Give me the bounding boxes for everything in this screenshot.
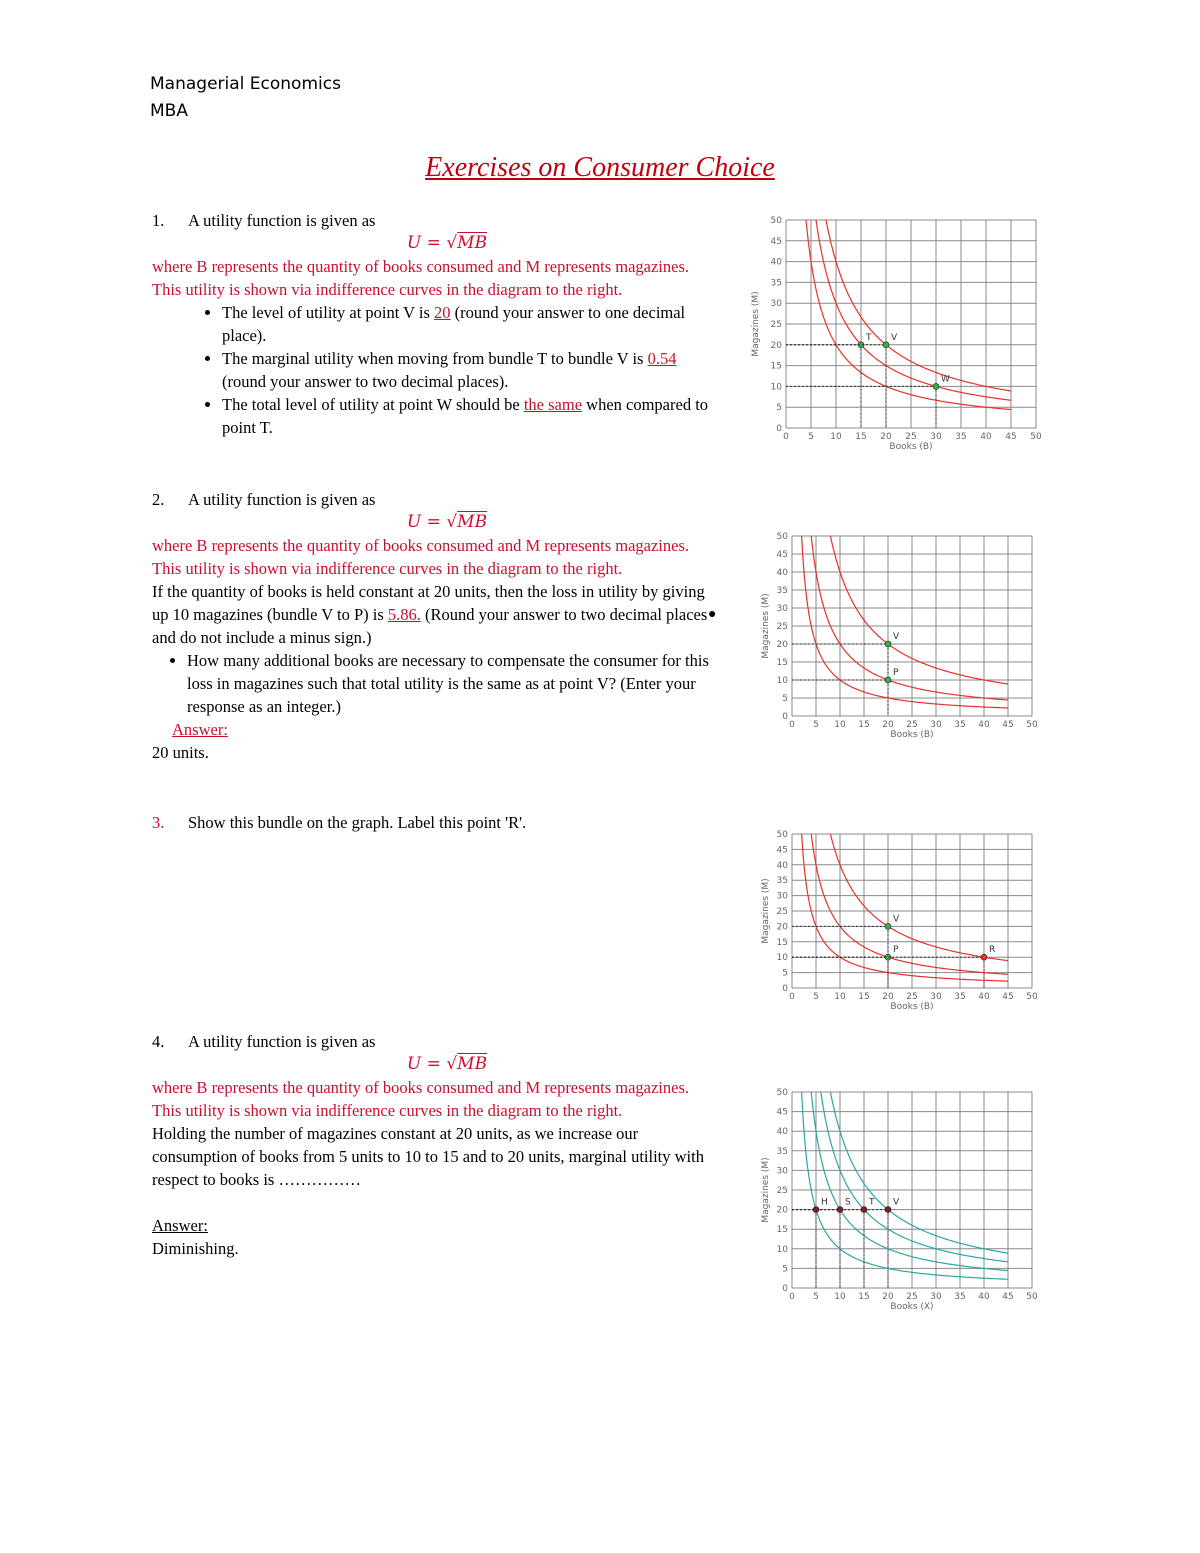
x-tick-label: 25 xyxy=(906,1292,918,1302)
point-V xyxy=(885,641,891,647)
q4-description: where B represents the quantity of books consumed and M represents magazines. This utility is shown via indifference curves in the diagram to the right. xyxy=(152,1078,690,1120)
indifference-curve-2 xyxy=(811,536,1008,700)
x-tick-label: 20 xyxy=(882,1292,894,1302)
x-tick-label: 30 xyxy=(930,720,942,730)
point-V xyxy=(885,923,891,929)
x-tick-label: 40 xyxy=(978,992,990,1002)
chart-q4 xyxy=(758,1084,1043,1316)
y-tick-label: 40 xyxy=(776,1127,788,1138)
y-tick-label: 20 xyxy=(770,340,782,351)
x-tick-label: 50 xyxy=(1030,432,1042,442)
x-tick-label: 35 xyxy=(954,1292,966,1302)
q4-answer: Diminishing. xyxy=(152,1239,239,1258)
indifference-curve-2 xyxy=(811,834,1008,974)
x-tick-label: 45 xyxy=(1002,992,1014,1002)
point-label-V: V xyxy=(893,632,900,642)
indifference-curve-3 xyxy=(821,1092,1008,1262)
y-tick-label: 45 xyxy=(776,1107,788,1118)
y-tick-label: 30 xyxy=(776,604,788,614)
q4-answer-label: Answer: xyxy=(152,1216,208,1235)
x-tick-label: 10 xyxy=(830,432,842,442)
q1-answer-1: 20 xyxy=(434,303,451,322)
x-tick-label: 0 xyxy=(789,1292,795,1302)
x-tick-label: 50 xyxy=(1026,720,1038,730)
x-tick-label: 25 xyxy=(906,992,918,1002)
q1-intro: 1. A utility function is given as xyxy=(152,211,376,230)
q4-intro: 4. A utility function is given as xyxy=(152,1032,376,1051)
x-tick-label: 45 xyxy=(1002,1292,1014,1302)
q2-answer-1: 5.86. xyxy=(387,605,421,624)
q4-paragraph: Holding the number of magazines constant at 20 units, as we increase our consumption of books from 5 units to 10 to 15 and to 20 units, marginal utility with respect to books is …………… xyxy=(152,1124,704,1189)
y-tick-label: 15 xyxy=(776,1225,788,1236)
question-3 xyxy=(152,811,722,834)
y-tick-label: 45 xyxy=(776,550,788,560)
q3-text: Show this bundle on the graph. Label this point 'R'. xyxy=(188,813,527,832)
x-axis-label: Books (B) xyxy=(889,442,933,452)
x-tick-label: 40 xyxy=(978,1292,990,1302)
point-label-P: P xyxy=(893,668,899,678)
x-tick-label: 15 xyxy=(855,432,867,442)
q2-bullet-1: • How many additional books are necessary to compensate the consumer for this loss in magazines such that total utility is the same as at point V? (Enter your response as an integer.) xyxy=(187,649,722,718)
y-tick-label: 50 xyxy=(776,1088,788,1098)
x-tick-label: 0 xyxy=(789,992,795,1002)
x-tick-label: 20 xyxy=(882,720,894,730)
y-tick-label: 30 xyxy=(776,1166,788,1177)
y-tick-label: 40 xyxy=(770,257,782,268)
q2-answer-label: Answer: xyxy=(172,720,228,739)
y-tick-label: 5 xyxy=(782,694,788,704)
y-tick-label: 10 xyxy=(776,953,788,964)
x-tick-label: 35 xyxy=(954,992,966,1002)
q2-intro: 2. A utility function is given as xyxy=(152,490,376,509)
point-P xyxy=(885,677,891,683)
y-tick-label: 50 xyxy=(776,830,788,840)
y-tick-label: 35 xyxy=(776,876,788,887)
y-tick-label: 40 xyxy=(776,568,788,578)
x-tick-label: 40 xyxy=(980,432,992,442)
x-tick-label: 20 xyxy=(880,432,892,442)
point-label-P: P xyxy=(893,945,899,956)
x-tick-label: 15 xyxy=(858,992,870,1002)
point-label-V: V xyxy=(893,914,900,925)
x-axis-label: Books (B) xyxy=(890,1002,934,1012)
y-tick-label: 20 xyxy=(776,640,788,650)
q2-equation: U = √MB xyxy=(406,512,488,532)
q1-answer-2: 0.54 xyxy=(647,349,677,368)
y-tick-label: 10 xyxy=(776,1244,788,1255)
x-tick-label: 15 xyxy=(858,720,870,730)
indifference-curve-1 xyxy=(802,834,1008,981)
q2-bullets xyxy=(152,649,722,718)
q1-answer-3: the same xyxy=(523,395,583,414)
q2-description: where B represents the quantity of books consumed and M represents magazines. This utility is shown via indifference curves in the diagram to the right. xyxy=(152,536,690,578)
x-tick-label: 20 xyxy=(882,992,894,1002)
point-label-V: V xyxy=(893,1197,900,1208)
y-axis-label: Magazines (M) xyxy=(761,878,771,944)
indifference-curve-1 xyxy=(806,220,1011,410)
x-tick-label: 10 xyxy=(834,1292,846,1302)
y-tick-label: 15 xyxy=(776,658,788,668)
y-tick-label: 0 xyxy=(782,1284,788,1294)
x-tick-label: 5 xyxy=(808,432,814,442)
indifference-curve-2 xyxy=(811,1092,1008,1271)
x-tick-label: 0 xyxy=(783,432,789,442)
x-tick-label: 25 xyxy=(906,720,918,730)
y-tick-label: 0 xyxy=(782,712,788,722)
y-tick-label: 45 xyxy=(770,236,782,247)
chart-q3 xyxy=(758,826,1043,1026)
y-tick-label: 50 xyxy=(776,532,788,542)
y-tick-label: 15 xyxy=(770,361,782,372)
y-tick-label: 30 xyxy=(776,891,788,902)
point-label-W: W xyxy=(941,374,950,385)
point-label-H: H xyxy=(821,1197,828,1208)
x-tick-label: 0 xyxy=(789,720,795,730)
point-V xyxy=(885,1207,891,1213)
x-tick-label: 5 xyxy=(813,992,819,1002)
x-tick-label: 40 xyxy=(978,720,990,730)
q2-paragraph: If the quantity of books is held constant at 20 units, then the loss in utility by giving up 10 magazines (bundle V to P) is 5.86. (Round your answer to two decimal places and do not include a minus sign.) xyxy=(152,582,708,647)
x-tick-label: 15 xyxy=(858,1292,870,1302)
stray-bullet: ● xyxy=(708,607,717,622)
point-V xyxy=(883,342,889,348)
y-tick-label: 5 xyxy=(776,403,782,414)
q1-bullet-1: • The level of utility at point V is 20 (round your answer to one decimal place). xyxy=(222,301,722,347)
question-4 xyxy=(152,1030,722,1260)
page-title: Exercises on Consumer Choice xyxy=(425,152,775,183)
point-R xyxy=(981,954,987,960)
indifference-curve-2 xyxy=(816,220,1011,400)
y-tick-label: 40 xyxy=(776,860,788,871)
x-tick-label: 10 xyxy=(834,992,846,1002)
x-tick-label: 50 xyxy=(1026,1292,1038,1302)
indifference-curve-1 xyxy=(802,536,1008,708)
y-tick-label: 5 xyxy=(782,968,788,979)
indifference-curve-1 xyxy=(802,1092,1008,1279)
y-tick-label: 25 xyxy=(776,1186,788,1196)
question-1 xyxy=(152,209,722,439)
header-course: Managerial Economics xyxy=(150,74,341,94)
q1-bullet-2: • The marginal utility when moving from bundle T to bundle V is 0.54 (round your answer to two decimal places). xyxy=(222,347,722,393)
y-tick-label: 25 xyxy=(770,320,782,330)
x-tick-label: 5 xyxy=(813,1292,819,1302)
q1-bullet-3: • The total level of utility at point W should be the same when compared to point T. xyxy=(222,393,722,439)
point-label-T: T xyxy=(869,1197,875,1208)
q2-answer: 20 units. xyxy=(152,743,209,762)
x-tick-label: 30 xyxy=(930,992,942,1002)
x-axis-label: Books (B) xyxy=(890,730,934,740)
header-program: MBA xyxy=(150,101,188,121)
q1-equation: U = √MB xyxy=(406,233,488,253)
q3-number: 3. xyxy=(152,813,165,832)
x-tick-label: 25 xyxy=(905,432,917,442)
x-tick-label: 35 xyxy=(955,432,967,442)
x-tick-label: 45 xyxy=(1002,720,1014,730)
x-tick-label: 5 xyxy=(813,720,819,730)
question-2 xyxy=(152,488,722,764)
x-tick-label: 30 xyxy=(930,432,942,442)
y-tick-label: 35 xyxy=(776,1146,788,1157)
x-tick-label: 30 xyxy=(930,1292,942,1302)
y-tick-label: 10 xyxy=(776,676,788,686)
point-label-T: T xyxy=(866,332,872,343)
q1-description: where B represents the quantity of books consumed and M represents magazines. This utility is shown via indifference curves in the diagram to the right. xyxy=(152,257,690,299)
y-tick-label: 10 xyxy=(770,382,782,393)
y-tick-label: 35 xyxy=(776,586,788,596)
point-label-V: V xyxy=(891,332,898,343)
y-tick-label: 20 xyxy=(776,922,788,933)
y-tick-label: 35 xyxy=(770,278,782,289)
y-tick-label: 25 xyxy=(776,622,788,632)
chart-q1 xyxy=(748,212,1048,460)
x-axis-label: Books (X) xyxy=(890,1302,934,1312)
y-tick-label: 0 xyxy=(776,424,782,434)
q4-equation: U = √MB xyxy=(406,1054,488,1074)
point-label-S: S xyxy=(845,1197,851,1208)
y-tick-label: 50 xyxy=(770,216,782,226)
y-tick-label: 5 xyxy=(782,1264,788,1275)
y-axis-label: Magazines (M) xyxy=(761,593,771,659)
y-tick-label: 25 xyxy=(776,907,788,917)
x-tick-label: 10 xyxy=(834,720,846,730)
y-tick-label: 0 xyxy=(782,984,788,994)
point-W xyxy=(933,383,939,389)
x-tick-label: 50 xyxy=(1026,992,1038,1002)
y-axis-label: Magazines (M) xyxy=(751,291,761,357)
q1-bullets xyxy=(152,301,722,439)
y-tick-label: 45 xyxy=(776,845,788,856)
x-tick-label: 35 xyxy=(954,720,966,730)
chart-q2 xyxy=(758,528,1043,766)
y-axis-label: Magazines (M) xyxy=(761,1157,771,1223)
point-label-R: R xyxy=(989,945,996,956)
y-tick-label: 30 xyxy=(770,299,782,310)
y-tick-label: 15 xyxy=(776,937,788,948)
x-tick-label: 45 xyxy=(1005,432,1017,442)
y-tick-label: 20 xyxy=(776,1205,788,1216)
